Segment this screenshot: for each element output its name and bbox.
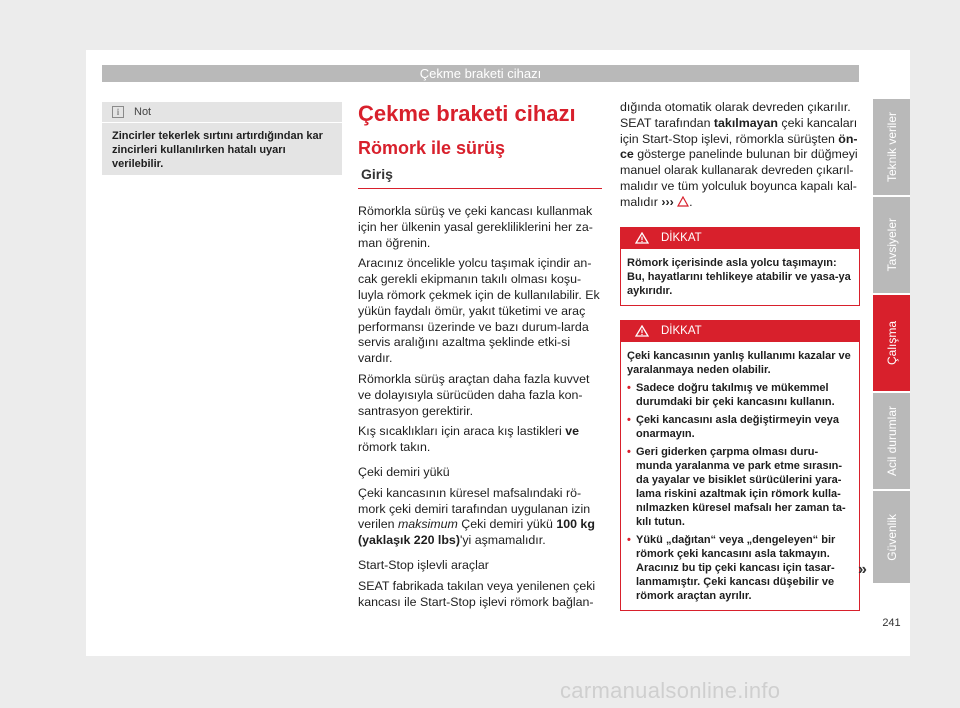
note-box bbox=[102, 102, 342, 175]
text: Çeki kancasının küresel mafsalındaki rö-mork çeki demiri tarafından uygulanan izin verilen bbox=[358, 485, 591, 532]
warning-triangle-icon bbox=[635, 232, 649, 244]
running-header: Çekme braketi cihazı bbox=[102, 65, 859, 82]
warning-bullet: • Sadece doğru takılmış ve mükemmel durumdaki bir çeki kancasını kullanın. bbox=[627, 381, 853, 409]
tab-guvenlik[interactable] bbox=[873, 491, 910, 583]
text: Kış sıcaklıkları için araca kış lastikleri bbox=[358, 424, 566, 439]
info-icon: i bbox=[112, 106, 124, 118]
warning-title: DİKKAT bbox=[661, 325, 702, 338]
text-bold: 100 kg (yaklaşık 220 lbs) bbox=[358, 517, 595, 548]
warning-bullet: • Çeki kancasını asla değiştirmeyin veya onarmayın. bbox=[627, 413, 853, 441]
warning-triangle-icon bbox=[635, 325, 649, 337]
watermark: carmanualsonline.info bbox=[560, 678, 781, 703]
text-bold: takılmayan bbox=[713, 115, 778, 130]
note-header bbox=[102, 102, 342, 123]
note-title: Not bbox=[134, 106, 152, 118]
paragraph: Römorkla sürüş araçtan daha fazla kuvvet ve dolayısıyla sürücüden daha fazla kon-santrasyon gerektirir. bbox=[358, 371, 590, 418]
paragraph bbox=[358, 424, 602, 456]
warning-box bbox=[620, 227, 860, 306]
text: römork takın. bbox=[358, 440, 431, 455]
paragraph bbox=[620, 100, 860, 211]
warning-title: DİKKAT bbox=[661, 232, 702, 245]
paragraph bbox=[358, 486, 602, 549]
text-bold: ön-ce bbox=[620, 131, 858, 162]
page-number: 241 bbox=[882, 617, 901, 629]
warning-body: Römork içerisinde asla yolcu taşımayın: Bu, hayatlarını tehlikeye atabilir ve yasa-ya aykırıdır. bbox=[627, 256, 851, 297]
paragraph-heading: Çeki demiri yükü bbox=[358, 464, 450, 479]
tab-acil-durumlar[interactable] bbox=[873, 393, 910, 489]
warning-body bbox=[621, 342, 859, 610]
tab-teknik-veriler[interactable] bbox=[873, 99, 910, 195]
warning-header bbox=[621, 228, 859, 249]
tab-label: Tavsiyeler bbox=[884, 218, 899, 272]
text: 'yi aşmamalıdır. bbox=[459, 533, 546, 548]
warning-intro: Çeki kancasının yanlış kullanımı kazalar ve yaralanmaya neden olabilir. bbox=[627, 349, 851, 376]
main-column bbox=[358, 100, 602, 610]
paragraph-heading: Start-Stop işlevli araçlar bbox=[358, 557, 489, 572]
text: çeki kancaları için Start-Stop işlevi, römorkla sürüşten bbox=[620, 115, 858, 146]
warning-bullet: • Yükü „dağıtan“ veya „dengeleyen“ bir römork çeki kancasını asla takmayın. Aracınız bu tip çeki kancası için tasar-lanmamıştır. Çeki kancası düşebilir ve römork araçtan ayrılır. bbox=[627, 533, 853, 603]
warning-bullet: • Geri giderken çarpma olması duru-munda yaralanma ve park etme sırasın-da yayalar ve bisiklet sürücülerini yara-lama riskini azaltmak için römork kulla-nılmazken küresel mafsalı her zaman ta-kılı tutun. bbox=[627, 445, 853, 529]
tab-tavsiyeler[interactable] bbox=[873, 197, 910, 293]
paragraph: Aracınız öncelikle yolcu taşımak içindir an-cak gerekli ekipmanın takılı olması koşu-luyla römork çekmek için de kullanılabilir. Ek yükün faydalı ömür, yakıt tüketimi ve araç performansı üzerinde ve bazı durum-larda servis aralığını azaltma şeklinde etki-si vardır. bbox=[358, 256, 600, 366]
warning-box bbox=[620, 320, 860, 611]
tab-label: Acil durumlar bbox=[884, 405, 899, 477]
tab-calisma[interactable] bbox=[873, 295, 910, 391]
paragraph: Römorkla sürüş ve çeki kancası kullanmak için her ülkenin yasal gerekliliklerini her za-man öğrenin. bbox=[358, 204, 593, 250]
continue-arrow[interactable]: » bbox=[858, 561, 867, 578]
text-bold: ve bbox=[565, 424, 580, 439]
subsection-title: Giriş bbox=[358, 166, 602, 189]
tab-label: Çalışma bbox=[884, 320, 899, 365]
section-title: Römork ile sürüş bbox=[358, 138, 506, 158]
page-title: Çekme braketi cihazı bbox=[358, 101, 576, 126]
right-column bbox=[620, 100, 860, 611]
note-body: Zincirler tekerlek sırtını artırdığından kar zincirleri kullanılırken hatalı uyarı verilebilir. bbox=[112, 130, 323, 170]
text-italic: maksimum bbox=[397, 517, 458, 532]
warning-triangle-icon bbox=[677, 196, 689, 207]
text: dığında otomatik olarak devreden çıkarılır. SEAT tarafından bbox=[620, 100, 851, 130]
tab-label: Teknik veriler bbox=[884, 111, 899, 183]
text: . bbox=[689, 194, 693, 209]
warning-header bbox=[621, 321, 859, 342]
tab-label: Güvenlik bbox=[884, 513, 899, 561]
paragraph: SEAT fabrikada takılan veya yenilenen çeki kancası ile Start-Stop işlevi römork bağlan- bbox=[358, 578, 596, 609]
text: gösterge panelinde bulunan bir düğmeyi manuel olarak kullanarak devreden çıkarıl-malıdır ve tüm yolculuk boyunca kapalı kal-malıdır bbox=[620, 147, 858, 209]
text: Çeki demiri yükü bbox=[457, 517, 557, 532]
cross-reference-arrows[interactable]: ››› bbox=[661, 194, 674, 209]
